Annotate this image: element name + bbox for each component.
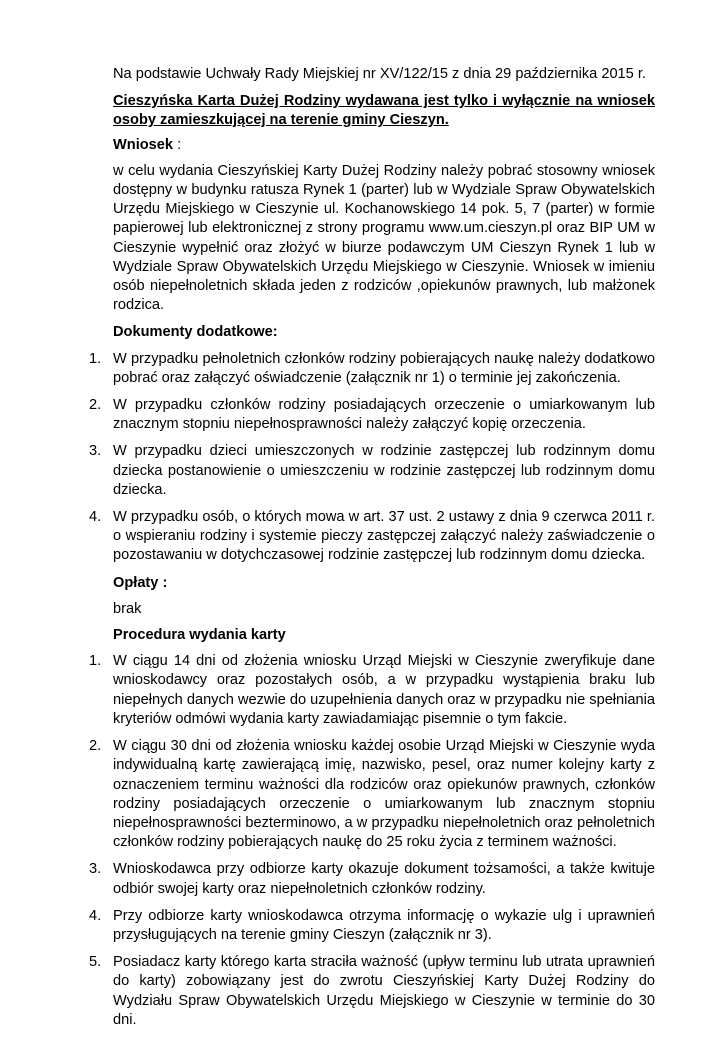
list-item [89, 442, 655, 500]
list-item-text: Posiadacz karty którego karta straciła ważność (upływ terminu lub utrata uprawnień do karty) zobowiązany jest do zwrotu Cieszyńskiej Karty Dużej Rodziny do Wydziału Spraw Obywatelskich Urzędu Miejskiego w Cieszynie w terminie do 30 dni. [113, 954, 655, 1028]
list-item-text: Wnioskodawca przy odbiorze karty okazuje dokument tożsamości, a także kwituje odbiór swojej karty oraz niepełnoletnich członków rodziny. [113, 861, 655, 897]
list-item-number: 2. [89, 397, 102, 414]
document-headline: Cieszyńska Karta Dużej Rodziny wydawana jest tylko i wyłącznie na wniosek osoby zamieszkującej na terenie gminy Cieszyn. [113, 93, 655, 129]
list-item [89, 396, 655, 434]
list-item [89, 907, 655, 945]
list-item [89, 652, 655, 729]
wniosek-heading-suffix: : [173, 136, 182, 153]
list-item-number: 4. [89, 907, 102, 924]
oplaty-value: brak [113, 600, 142, 617]
wniosek-text: w celu wydania Cieszyńskiej Karty Dużej Rodziny należy pobrać stosowny wniosek dostępny w budynku ratusza Rynek 1 (parter) lub w Wydziale Spraw Obywatelskich Urzędu Miejskiego w Cieszynie ul. Kochanowskiego 14 pok. 5, 7 (parter) w formie papierowej lub elektronicznej z strony programu www.um.cieszyn.pl oraz BIP UM w Cieszynie wypełnić oraz złożyć w biurze podawczym UM Cieszyn Rynek 1 lub w Wydziale Spraw Obywatelskich Urzędu Miejskiego w Cieszynie. Wniosek w imieniu osób niepełnoletnich składa jeden z rodziców ,opiekunów prawnych, lub małżonek rodzica. [113, 162, 655, 314]
list-item-number: 5. [89, 954, 102, 971]
list-item [89, 737, 655, 852]
list-item [89, 953, 655, 1030]
list-item-text: W przypadku dzieci umieszczonych w rodzinie zastępczej lub rodzinnym domu dziecka postanowienie o umieszczeniu w rodzinie zastępczej lub rodzinnym domu dziecka. [113, 443, 655, 498]
document-body [89, 65, 655, 1038]
list-item-text: W przypadku członków rodziny posiadających orzeczenie o umiarkowanym lub znacznym stopniu niepełnosprawności należy załączyć kopię orzeczenia. [113, 397, 655, 433]
list-item-number: 3. [89, 861, 102, 878]
list-item [89, 508, 655, 566]
list-item-text: W ciągu 14 dni od złożenia wniosku Urząd Miejski w Cieszynie zweryfikuje dane wnioskodawcy oraz pozostałych osób, a w przypadku wystąpienia braku lub niepełnych danych wezwie do uzupełnienia danych oraz w przypadku nie spełniania kryteriów odmówi wydania karty zawiadamiając pisemnie o tym fakcie. [113, 653, 655, 727]
list-item [89, 860, 655, 898]
dokumenty-list [89, 350, 655, 566]
list-item-number: 1. [89, 350, 102, 367]
procedura-list [89, 652, 655, 1030]
wniosek-heading: Wniosek [113, 136, 174, 153]
procedura-heading: Procedura wydania karty [113, 627, 286, 644]
list-item-number: 2. [89, 738, 102, 755]
list-item-number: 3. [89, 443, 102, 460]
list-item-text: W przypadku osób, o których mowa w art. 37 ust. 2 ustawy z dnia 9 czerwca 2011 r. o wspieraniu rodziny i systemie pieczy zastępczej załączyć należy zaświadczenie o pozostawaniu w dotychczasowej rodzinie zastępczej lub rodzinnym domu dziecka. [113, 509, 655, 564]
list-item [89, 350, 655, 388]
list-item-text: W przypadku pełnoletnich członków rodziny pobierających naukę należy dodatkowo pobrać oraz załączyć oświadczenie (załącznik nr 1) o terminie jej zakończenia. [113, 350, 655, 386]
legal-basis: Na podstawie Uchwały Rady Miejskiej nr XV/122/15 z dnia 29 października 2015 r. [113, 66, 646, 82]
list-item-text: Przy odbiorze karty wnioskodawca otrzyma informację o wykazie ulg i uprawnień przysługujących na terenie gminy Cieszyn (załącznik nr 3). [113, 907, 655, 943]
list-item-number: 1. [89, 653, 102, 670]
list-item-number: 4. [89, 509, 102, 526]
oplaty-heading: Opłaty : [113, 574, 168, 591]
dokumenty-heading: Dokumenty dodatkowe: [113, 324, 278, 341]
list-item-text: W ciągu 30 dni od złożenia wniosku każdej osobie Urząd Miejski w Cieszynie wyda indywidualną kartę zawierającą imię, nazwisko, pesel, oraz numer kolejny karty z oznaczeniem terminu ważności dla rodziców oraz opiekunów prawnych, członków rodziny posiadających orzeczenie o umiarkowanym lub znacznym stopniu niepełnosprawności bezterminowo, a w przypadku niepełnoletnich oraz pełnoletnich członków rodziny pobierających naukę do 25 roku życia z terminem ważności. [113, 738, 655, 851]
wniosek-heading-line [113, 136, 655, 155]
